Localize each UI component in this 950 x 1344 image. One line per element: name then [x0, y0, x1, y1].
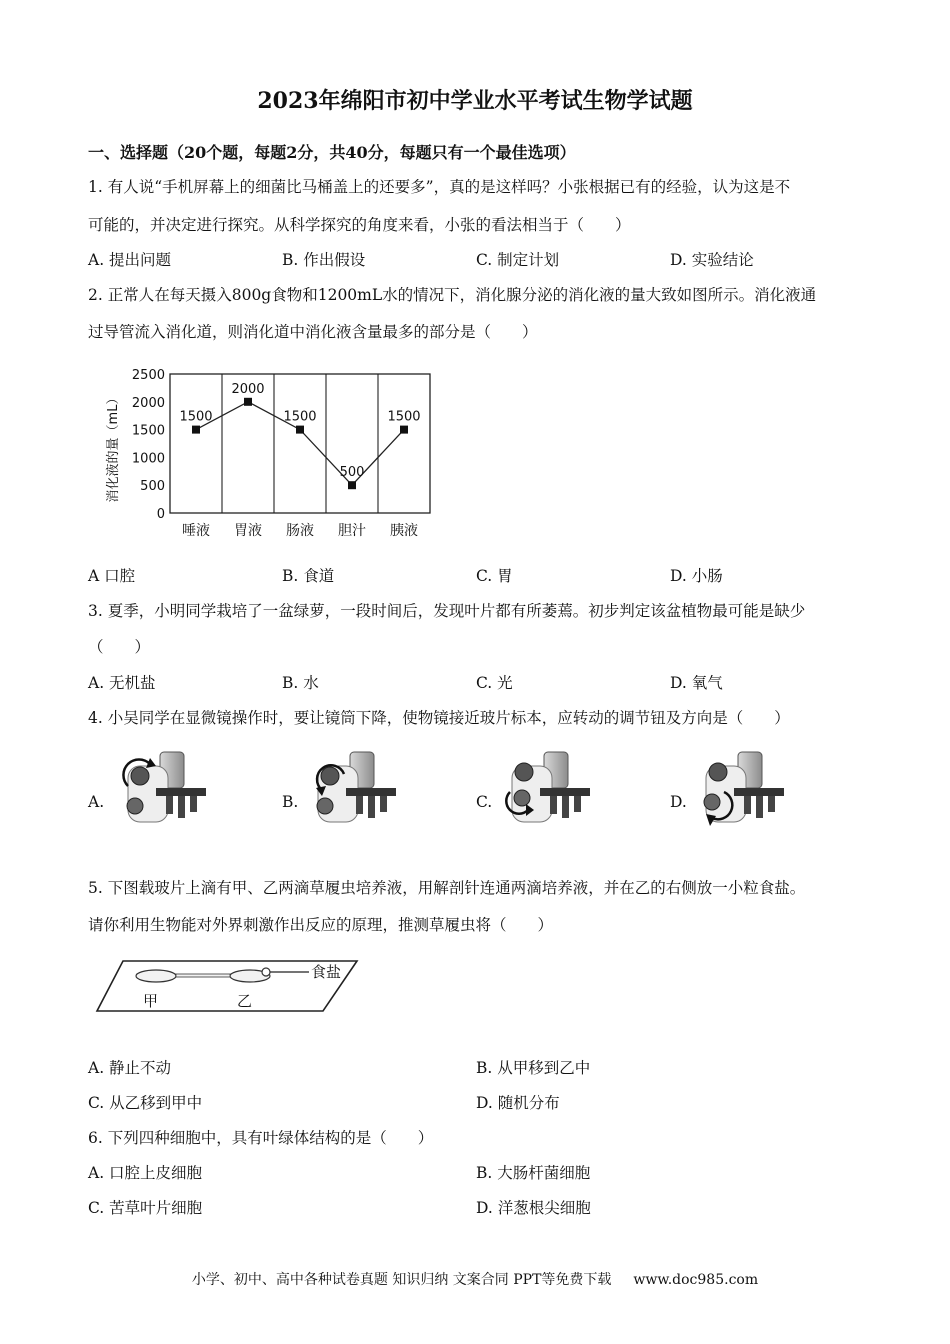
digestive-juice-chart [100, 362, 440, 547]
chart-data-label: 2000 [231, 381, 265, 397]
chart-y-tick-label: 500 [140, 479, 165, 495]
chart-y-tick-label: 2000 [131, 395, 165, 411]
microscope-c-image [494, 748, 594, 830]
question-1-line-2: 可能的，并决定进行探究。从科学探究的角度来看，小张的看法相当于（ ） [88, 216, 631, 234]
label-yi: 乙 [237, 992, 253, 1010]
q4-option-c: C. [476, 793, 493, 811]
q5-option-a: A. 静止不动 [88, 1059, 172, 1077]
q3-option-a: A. 无机盐 [88, 674, 156, 692]
question-4-line-1: 4. 小吴同学在显微镜操作时，要让镜筒下降，使物镜接近玻片标本，应转动的调节钮及方向是（ ） [88, 709, 790, 727]
chart-data-point [348, 481, 356, 489]
chart-data-label: 500 [339, 465, 365, 481]
q1-option-c: C. 制定计划 [476, 251, 560, 269]
chart-data-point [244, 398, 252, 406]
question-2-line-2: 过导管流入消化道，则消化道中消化液含量最多的部分是（ ） [88, 323, 538, 341]
q3-option-c: C. 光 [476, 674, 513, 692]
chart-data-label: 1500 [179, 409, 213, 425]
label-jia: 甲 [143, 992, 159, 1010]
question-6-line-1: 6. 下列四种细胞中，具有叶绿体结构的是（ ） [88, 1129, 434, 1147]
q3-option-d: D. 氧气 [670, 674, 723, 692]
q4-option-b: B. [282, 793, 299, 811]
q6-option-a: A. 口腔上皮细胞 [88, 1164, 203, 1182]
q2-option-c: C. 胃 [476, 567, 513, 585]
label-salt: 食盐 [311, 963, 342, 981]
chart-data-label: 1500 [283, 409, 317, 425]
question-1-line-1: 1. 有人说“手机屏幕上的细菌比马桶盖上的还要多”，真的是这样吗？小张根据已有的经验，认为这是不 [88, 178, 791, 196]
microscope-a-image [110, 748, 210, 830]
chart-x-ticks [182, 522, 418, 539]
chart-x-tick-label: 胃液 [234, 523, 262, 539]
chart-y-tick-label: 1000 [131, 451, 165, 467]
chart-y-tick-label: 1500 [131, 423, 165, 439]
q6-option-d: D. 洋葱根尖细胞 [476, 1199, 591, 1217]
microscope-b-image [300, 748, 400, 830]
q1-option-b: B. 作出假设 [282, 251, 366, 269]
q4-option-a: A. [88, 793, 105, 811]
chart-data-label: 1500 [387, 409, 421, 425]
q4-option-d: D. [670, 793, 687, 811]
q5-option-c: C. 从乙移到甲中 [88, 1094, 203, 1112]
chart-x-tick-label: 胆汁 [338, 523, 366, 539]
page-title: 2023年绵阳市初中学业水平考试生物学试题 [257, 88, 693, 114]
glass-slide-figure [95, 955, 365, 1020]
question-5-line-2: 请你利用生物能对外界刺激作出反应的原理，推测草履虫将（ ） [88, 916, 554, 934]
question-5-line-1: 5. 下图载玻片上滴有甲、乙两滴草履虫培养液，用解剖针连通两滴培养液，并在乙的右侧放一小粒食盐。 [88, 879, 806, 897]
q3-option-b: B. 水 [282, 674, 319, 692]
question-3-line-2: （ ） [88, 638, 151, 656]
chart-y-axis-label: 消化液的量（mL） [106, 391, 121, 503]
chart-y-tick-label: 2500 [131, 368, 165, 383]
chart-data-point [400, 426, 408, 434]
chart-x-tick-label: 唾液 [182, 523, 210, 539]
chart-y-tick-label: 0 [156, 507, 165, 522]
chart-x-tick-label: 胰液 [390, 523, 418, 539]
q5-option-b: B. 从甲移到乙中 [476, 1059, 591, 1077]
page-footer [0, 1269, 950, 1289]
footer-site-link[interactable]: www.doc985.com [633, 1272, 759, 1288]
chart-data-point [296, 426, 304, 434]
salt-grain [262, 968, 270, 976]
q1-option-a: A. 提出问题 [88, 251, 172, 269]
chart-x-tick-label: 肠液 [286, 523, 314, 539]
q1-option-d: D. 实验结论 [670, 251, 754, 269]
q5-option-d: D. 随机分布 [476, 1094, 560, 1112]
question-3-line-1: 3. 夏季，小明同学栽培了一盆绿萝，一段时间后，发现叶片都有所萎蔫。初步判定该盆植物最可能是缺少 [88, 602, 806, 620]
q2-option-d: D. 小肠 [670, 567, 723, 585]
drop-jia [136, 970, 176, 982]
question-2-line-1: 2. 正常人在每天摄入800g食物和1200mL水的情况下，消化腺分泌的消化液的量大致如图所示。消化液通 [88, 286, 817, 304]
q6-option-b: B. 大肠杆菌细胞 [476, 1164, 591, 1182]
microscope-d-image [688, 748, 788, 830]
section-heading: 一、选择题（20个题，每题2分，共40分，每题只有一个最佳选项） [88, 143, 576, 162]
q2-option-b: B. 食道 [282, 567, 335, 585]
connecting-channel [176, 974, 230, 977]
q2-option-a: A 口腔 [88, 567, 136, 585]
footer-text: 小学、初中、高中各种试卷真题 知识归纳 文案合同 PPT等免费下载 [191, 1272, 612, 1288]
q6-option-c: C. 苦草叶片细胞 [88, 1199, 203, 1217]
chart-data-point [192, 426, 200, 434]
chart-y-ticks [132, 368, 165, 522]
